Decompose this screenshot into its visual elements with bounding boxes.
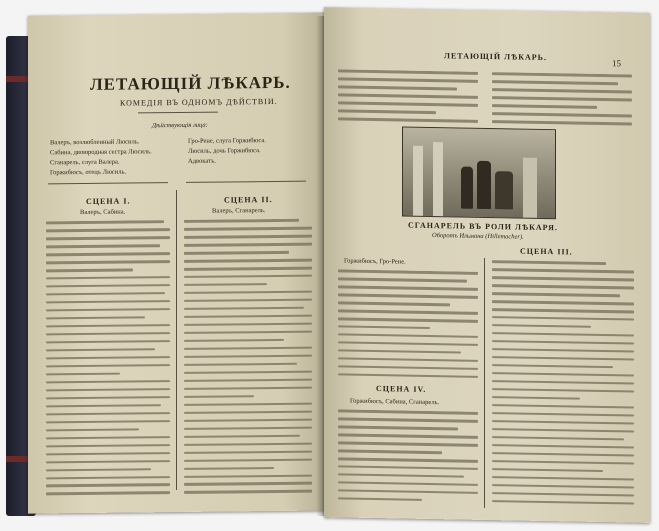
cast-item: Сганарель, слуга Валера. (50, 158, 120, 167)
illustration (402, 127, 556, 220)
scene-3-heading: СЦЕНА III. (520, 246, 573, 257)
play-title: ЛЕТАЮЩІЙ ЛѢКАРЬ. (90, 72, 291, 94)
open-book (6, 6, 654, 526)
cast-item: Адвокатъ. (188, 157, 216, 165)
right-page (324, 7, 650, 523)
left-page (28, 12, 328, 513)
cast-item: Сабина, двоюродная сестра Люсиль. (50, 148, 152, 157)
scene-2-text (184, 219, 312, 500)
scene-1-text (46, 220, 170, 501)
scene-3-text (338, 269, 478, 379)
scene-4-heading: СЦЕНА IV. (376, 384, 427, 394)
page-number: 15 (612, 58, 621, 69)
cast-item: Гро-Рене, слуга Горжибюса. (188, 137, 266, 145)
top-text-right (492, 72, 632, 128)
scene-1-persons: Валеръ, Сабина. (80, 208, 126, 217)
right-column-text (492, 260, 634, 510)
cast-item: Валеръ, возлюбленный Люсиль. (50, 138, 140, 147)
scene-1-heading: СЦЕНА I. (86, 196, 131, 206)
cast-item: Люсиль, дочь Горжибюса. (188, 147, 261, 155)
column-divider (176, 190, 177, 490)
scene-3-persons: Горжибюсъ, Гро-Рене. (344, 257, 406, 266)
running-head: ЛЕТАЮЩІЙ ЛѢКАРЬ. (444, 51, 547, 63)
scene-2-persons: Валеръ, Сганарель. (212, 207, 266, 215)
scene-4-text (338, 409, 478, 507)
top-text-left (338, 69, 478, 125)
scene-4-persons: Горжибюсъ, Сабина, Сганарель. (350, 397, 440, 407)
column-divider (484, 258, 485, 508)
scene-2-heading: СЦЕНА II. (224, 195, 273, 205)
illustration-credit: Оборотъ Ильмана (Hillemacher). (432, 232, 524, 241)
play-subtitle: КОМЕДІЯ ВЪ ОДНОМЪ ДѢЙСТВІИ. (120, 96, 278, 108)
cast-item: Горжибюсъ, отецъ Люсиль. (50, 168, 127, 177)
cast-heading: Дѣйствующія лица: (152, 121, 208, 130)
title-divider (138, 112, 218, 114)
illustration-caption: СГАНАРЕЛЬ ВЪ РОЛИ ЛѢКАРЯ. (408, 220, 558, 233)
